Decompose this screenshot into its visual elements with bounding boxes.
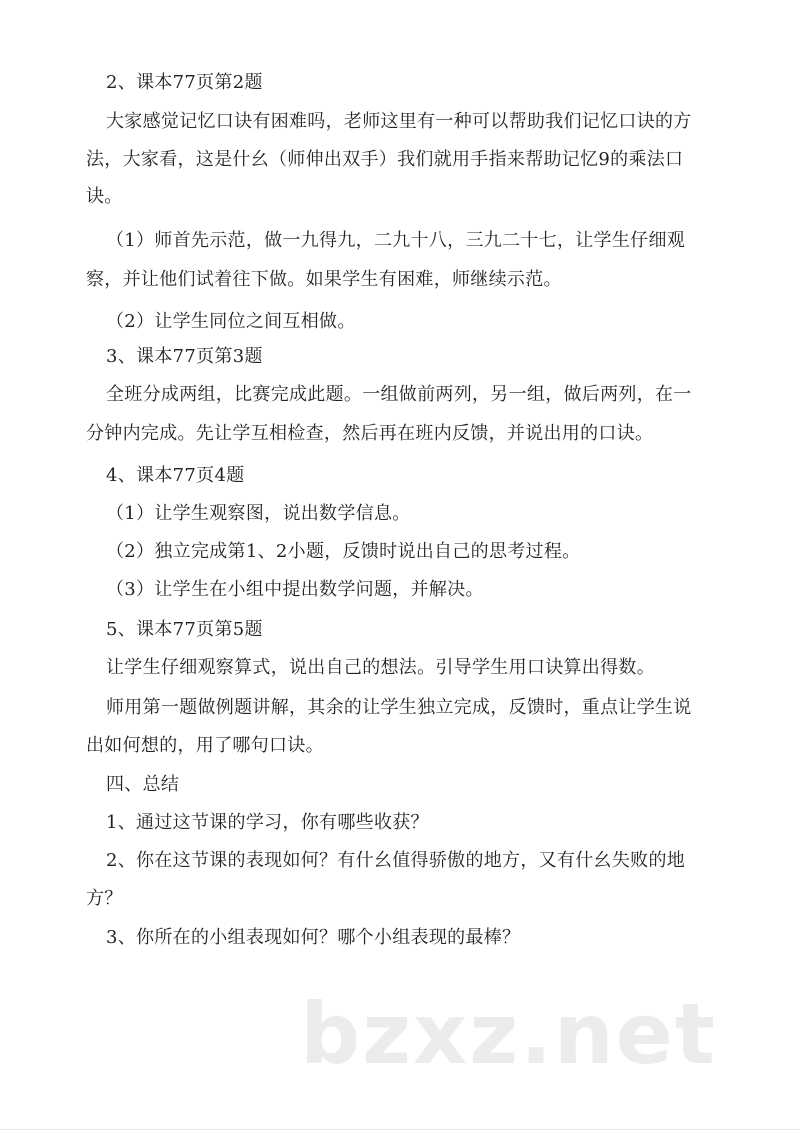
- paragraph-line: 分钟内完成。先让学互相检查，然后再在班内反馈，并说出用的口诀。: [86, 423, 654, 444]
- paragraph-line: 师用第一题做例题讲解，其余的让学生独立完成，反馈时，重点让学生说: [106, 697, 692, 718]
- paragraph-line: 全班分成两组，比赛完成此题。一组做前两列，另一组，做后两列，在一: [106, 384, 692, 405]
- paragraph-line: （2）让学生同位之间互相做。: [106, 311, 356, 332]
- paragraph-line: （1）让学生观察图，说出数学信息。: [106, 503, 411, 524]
- paragraph-line: 让学生仔细观察算式，说出自己的想法。引导学生用口诀算出得数。: [106, 657, 655, 678]
- paragraph-line: （2）独立完成第1、2小题，反馈时说出自己的思考过程。: [106, 541, 581, 562]
- paragraph-line: 察，并让他们试着往下做。如果学生有困难，师继续示范。: [86, 269, 562, 290]
- paragraph-line: 3、你所在的小组表现如何？哪个小组表现的最棒？: [106, 927, 521, 948]
- paragraph-line: 大家感觉记忆口诀有困难吗，老师这里有一种可以帮助我们记忆口诀的方: [106, 111, 692, 132]
- watermark: bzxz.net: [300, 985, 717, 1083]
- heading-summary: 四、总结: [106, 774, 180, 795]
- heading-exercise-5: 5、课本77页第5题: [106, 619, 263, 640]
- paragraph-line: （1）师首先示范，做一九得九，二九十八，三九二十七，让学生仔细观: [106, 230, 686, 251]
- paragraph-line: 出如何想的，用了哪句口诀。: [86, 735, 324, 756]
- paragraph-line: 1、通过这节课的学习，你有哪些收获？: [106, 812, 429, 833]
- page-edge-divider: [0, 1129, 800, 1130]
- paragraph-line: （3）让学生在小组中提出数学问题，并解决。: [106, 579, 484, 600]
- heading-exercise-2: 2、课本77页第2题: [106, 72, 263, 93]
- paragraph-line: 2、你在这节课的表现如何？有什幺值得骄傲的地方，又有什幺失败的地: [106, 850, 686, 871]
- paragraph-line: 法，大家看，这是什幺（师伸出双手）我们就用手指来帮助记忆9的乘法口: [86, 149, 684, 170]
- paragraph-line: 方？: [86, 888, 123, 909]
- heading-exercise-4: 4、课本77页4题: [106, 465, 245, 486]
- heading-exercise-3: 3、课本77页第3题: [106, 346, 263, 367]
- paragraph-line: 诀。: [86, 186, 123, 207]
